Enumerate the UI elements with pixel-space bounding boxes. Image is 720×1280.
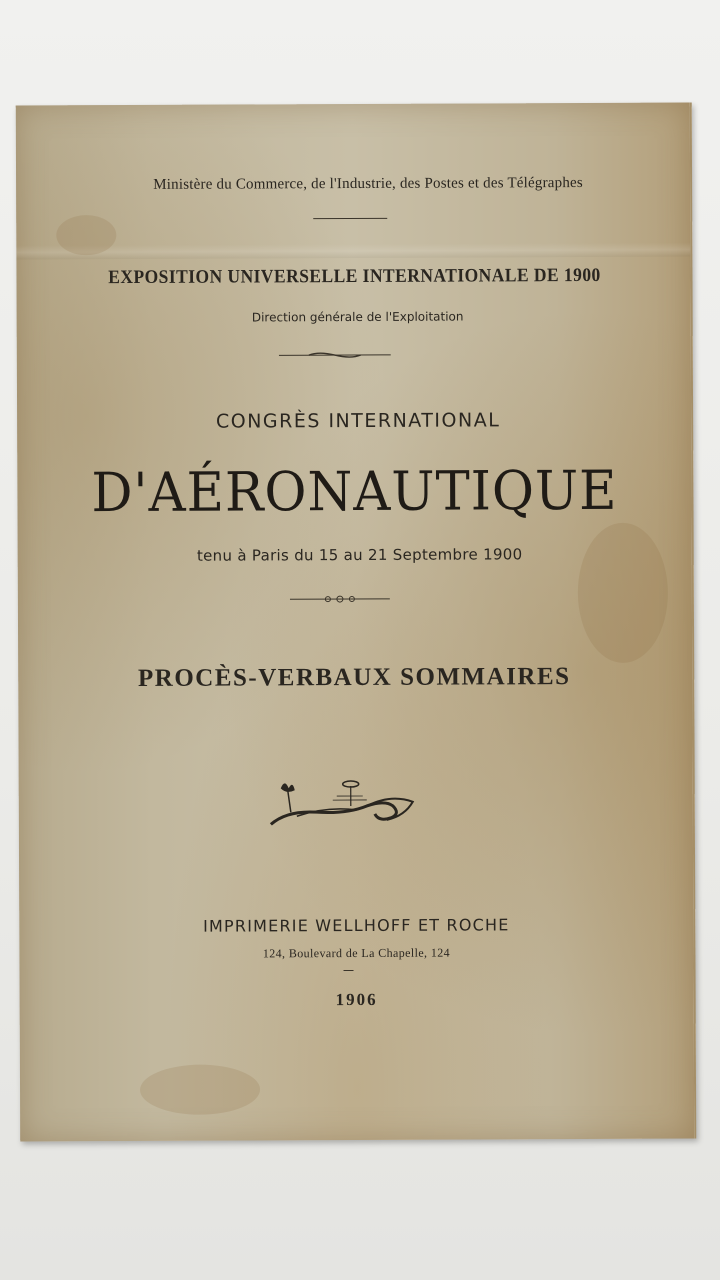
- divider-rule: [344, 970, 354, 971]
- dates-line: tenu à Paris du 15 au 21 Septembre 1900: [196, 545, 523, 565]
- paper-stain: [578, 523, 669, 663]
- paper-stain: [56, 215, 116, 255]
- ornament-divider-icon: [290, 594, 390, 604]
- congres-heading: CONGRÈS INTERNATIONAL: [215, 409, 501, 433]
- water-lily-vignette-icon: [267, 776, 415, 829]
- ministry-line: Ministère du Commerce, de l'Industrie, des Postes et des Télégraphes: [153, 175, 583, 193]
- booklet-cover: [16, 103, 697, 1142]
- paper-fold: [16, 243, 690, 260]
- paper-stain: [140, 1064, 260, 1115]
- direction-line: Direction générale de l'Exploitation: [251, 309, 464, 325]
- printer-name: IMPRIMERIE WELLHOFF ET ROCHE: [203, 915, 510, 936]
- publication-year: 1906: [335, 989, 378, 1010]
- printer-address: 124, Boulevard de La Chapelle, 124: [262, 945, 451, 961]
- ornament-divider-icon: [279, 351, 391, 359]
- exposition-heading: EXPOSITION UNIVERSELLE INTERNATIONALE DE 1900: [108, 264, 601, 289]
- main-title: D'AÉRONAUTIQUE: [91, 458, 618, 525]
- divider-rule: [313, 218, 387, 219]
- subtitle-heading: PROCÈS-VERBAUX SOMMAIRES: [137, 663, 571, 692]
